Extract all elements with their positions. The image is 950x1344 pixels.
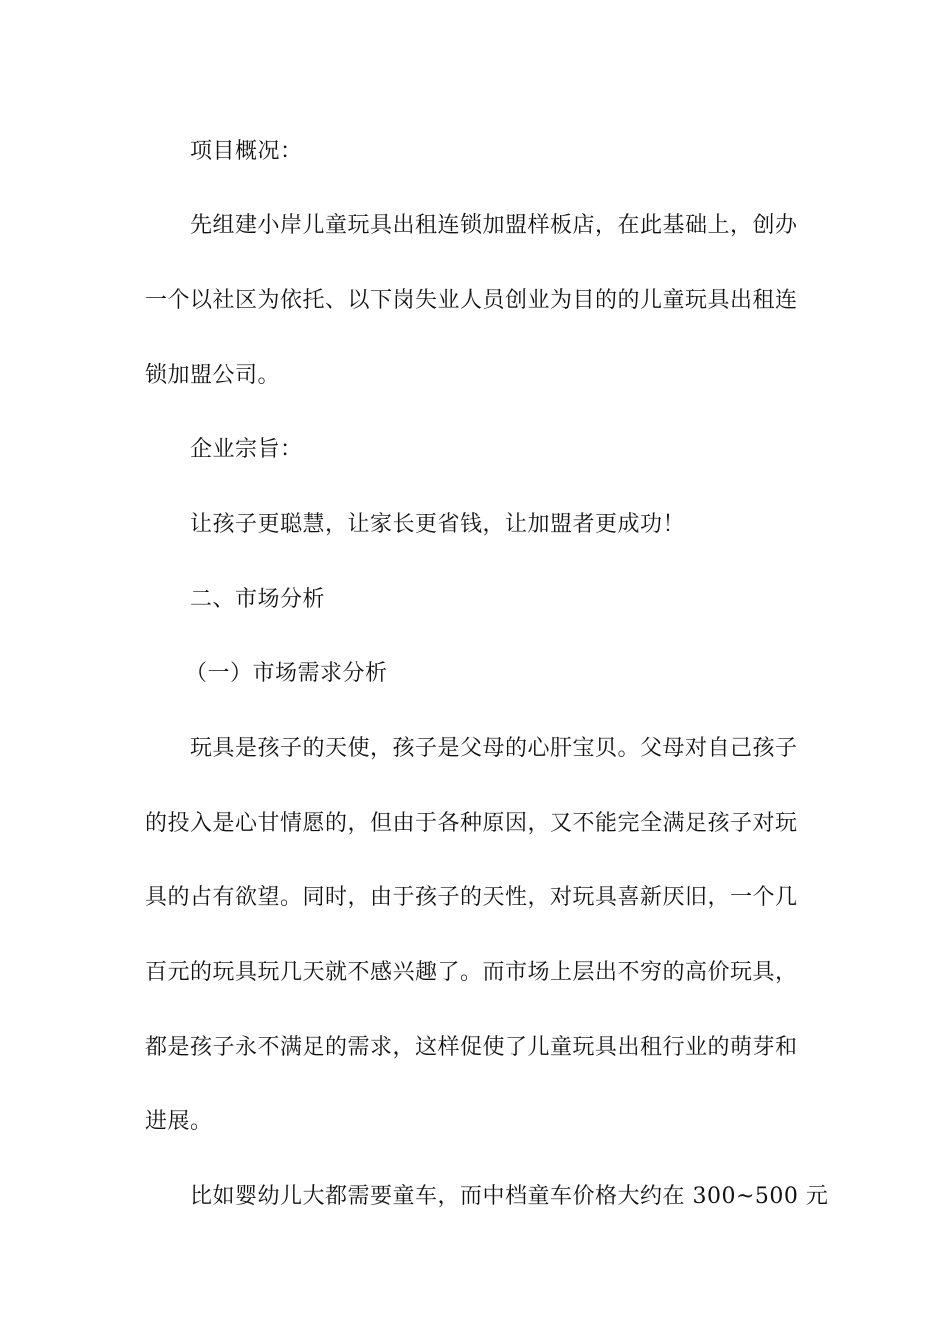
paragraph-line: 一个以社区为依托、以下岗失业人员创业为目的的儿童玩具出租连	[145, 288, 798, 313]
paragraph-line: 玩具是孩子的天使，孩子是父母的心肝宝贝。父母对自己孩子	[190, 736, 798, 761]
subsection-heading-market-demand: （一）市场需求分析	[185, 661, 388, 686]
paragraph-line: 进展。	[145, 1109, 213, 1134]
paragraph-line: 锁加盟公司。	[145, 363, 281, 388]
section-heading-market-analysis: 二、市场分析	[190, 587, 326, 612]
paragraph-line: 比如婴幼儿大都需要童车，而中档童车价格大约在 300~500 元	[190, 1184, 829, 1209]
paragraph-line: 先组建小岸儿童玩具出租连锁加盟样板店，在此基础上，创办	[190, 213, 798, 238]
paragraph-line: 让孩子更聪慧，让家长更省钱，让加盟者更成功！	[190, 512, 686, 537]
heading-enterprise-purpose: 企业宗旨：	[190, 437, 303, 462]
paragraph-line: 的投入是心甘情愿的，但由于各种原因，又不能完全满足孩子对玩	[145, 811, 798, 836]
paragraph-line: 具的占有欲望。同时，由于孩子的天性，对玩具喜新厌旧，一个几	[145, 885, 798, 910]
paragraph-line: 都是孩子永不满足的需求，这样促使了儿童玩具出租行业的萌芽和	[145, 1035, 798, 1060]
heading-project-overview: 项目概况：	[190, 139, 303, 164]
paragraph-line: 百元的玩具玩几天就不感兴趣了。而市场上层出不穷的高价玩具，	[145, 960, 798, 985]
